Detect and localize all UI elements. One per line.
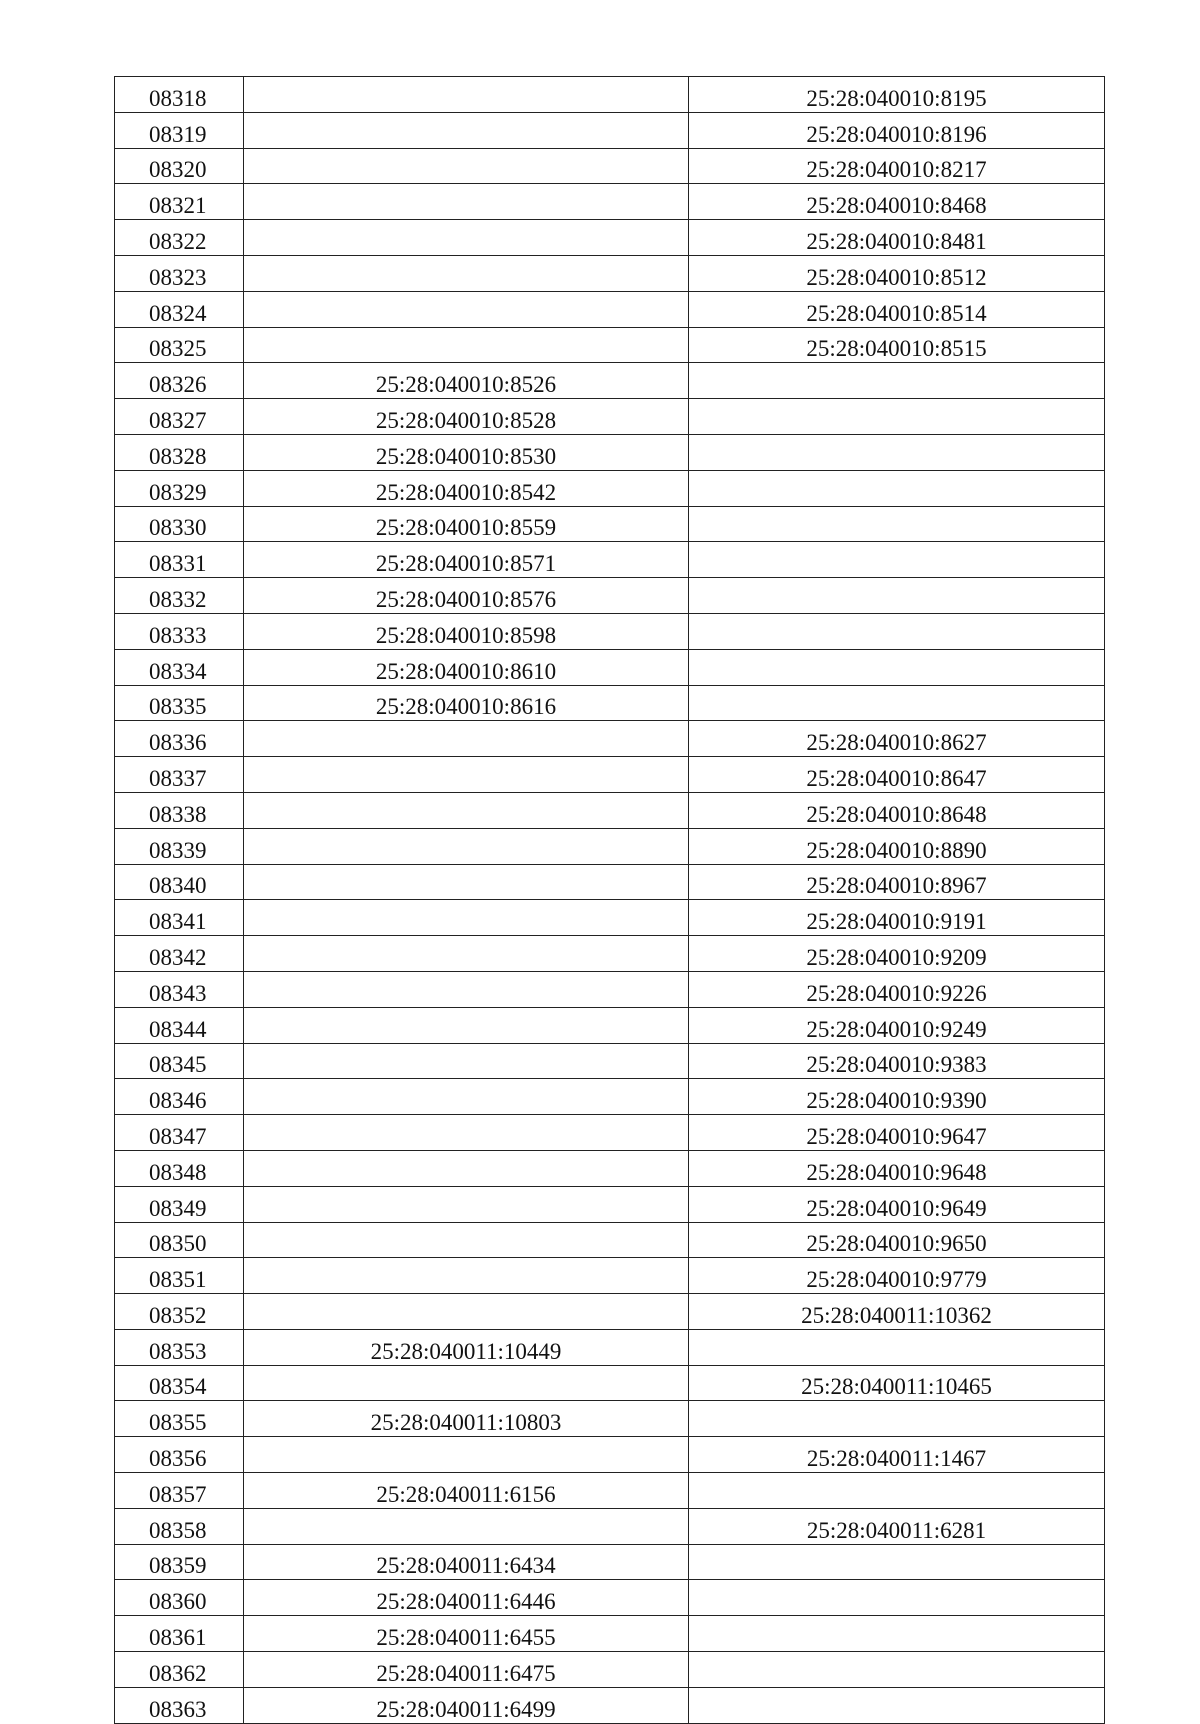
table-row <box>115 1186 1105 1222</box>
cadastral-number-cell-a <box>244 291 689 327</box>
cadastral-number-cell-b <box>689 613 1105 649</box>
row-number-cell: 08342 <box>115 936 244 972</box>
table-row <box>115 77 1105 113</box>
cadastral-number-cell-b <box>689 1616 1105 1652</box>
table-row <box>115 1437 1105 1473</box>
cadastral-number-cell-b: 25:28:040010:9249 <box>689 1007 1105 1043</box>
cadastral-number-cell-b: 25:28:040010:9226 <box>689 971 1105 1007</box>
cadastral-number-cell-b: 25:28:040010:8512 <box>689 255 1105 291</box>
cadastral-number-cell-a: 25:28:040011:6475 <box>244 1652 689 1688</box>
cadastral-number-cell-a <box>244 1115 689 1151</box>
table-row <box>115 1544 1105 1580</box>
row-number-cell: 08322 <box>115 220 244 256</box>
cadastral-number-cell-a <box>244 864 689 900</box>
row-number-cell: 08335 <box>115 685 244 721</box>
table-row <box>115 1222 1105 1258</box>
row-number-cell: 08350 <box>115 1222 244 1258</box>
cadastral-number-cell-b <box>689 1544 1105 1580</box>
cadastral-number-cell-a <box>244 1258 689 1294</box>
row-number-cell: 08357 <box>115 1473 244 1509</box>
row-number-cell: 08349 <box>115 1186 244 1222</box>
cadastral-number-cell-b <box>689 1687 1105 1723</box>
table-row <box>115 542 1105 578</box>
cadastral-number-cell-a: 25:28:040010:8571 <box>244 542 689 578</box>
table-row <box>115 613 1105 649</box>
cadastral-number-cell-b <box>689 399 1105 435</box>
row-number-cell: 08331 <box>115 542 244 578</box>
cadastral-number-cell-b <box>689 363 1105 399</box>
table-row <box>115 721 1105 757</box>
cadastral-number-cell-a: 25:28:040011:10449 <box>244 1329 689 1365</box>
cadastral-number-cell-b: 25:28:040010:9390 <box>689 1079 1105 1115</box>
table-row <box>115 470 1105 506</box>
cadastral-number-cell-b <box>689 1580 1105 1616</box>
table-row <box>115 1329 1105 1365</box>
table-row <box>115 1150 1105 1186</box>
table-row <box>115 900 1105 936</box>
cadastral-number-cell-a <box>244 1043 689 1079</box>
cadastral-number-cell-a: 25:28:040010:8559 <box>244 506 689 542</box>
table-row <box>115 1508 1105 1544</box>
cadastral-number-cell-a <box>244 1222 689 1258</box>
cadastral-number-cell-b: 25:28:040010:8647 <box>689 757 1105 793</box>
table-row <box>115 971 1105 1007</box>
cadastral-number-cell-b: 25:28:040010:8195 <box>689 77 1105 113</box>
cadastral-number-cell-b: 25:28:040011:1467 <box>689 1437 1105 1473</box>
table-row <box>115 1294 1105 1330</box>
cadastral-number-cell-b: 25:28:040010:9649 <box>689 1186 1105 1222</box>
cadastral-number-cell-a: 25:28:040010:8616 <box>244 685 689 721</box>
cadastral-number-cell-b: 25:28:040010:8217 <box>689 148 1105 184</box>
row-number-cell: 08330 <box>115 506 244 542</box>
cadastral-number-cell-b: 25:28:040010:8514 <box>689 291 1105 327</box>
cadastral-number-cell-a: 25:28:040010:8576 <box>244 578 689 614</box>
row-number-cell: 08324 <box>115 291 244 327</box>
row-number-cell: 08344 <box>115 1007 244 1043</box>
cadastral-number-cell-a <box>244 184 689 220</box>
row-number-cell: 08355 <box>115 1401 244 1437</box>
cadastral-number-cell-a <box>244 1365 689 1401</box>
table-body <box>115 77 1105 1724</box>
cadastral-number-cell-b <box>689 434 1105 470</box>
table-row <box>115 1580 1105 1616</box>
cadastral-number-cell-b: 25:28:040010:9647 <box>689 1115 1105 1151</box>
cadastral-number-cell-b <box>689 1473 1105 1509</box>
cadastral-number-cell-a <box>244 828 689 864</box>
row-number-cell: 08351 <box>115 1258 244 1294</box>
table-row <box>115 434 1105 470</box>
cadastral-number-cell-a: 25:28:040010:8528 <box>244 399 689 435</box>
cadastral-number-cell-b: 25:28:040011:6281 <box>689 1508 1105 1544</box>
cadastral-number-cell-b <box>689 1652 1105 1688</box>
cadastral-number-cell-b <box>689 542 1105 578</box>
cadastral-number-cell-a <box>244 1150 689 1186</box>
table-row <box>115 1401 1105 1437</box>
table-row <box>115 399 1105 435</box>
cadastral-number-cell-b: 25:28:040010:9191 <box>689 900 1105 936</box>
row-number-cell: 08327 <box>115 399 244 435</box>
cadastral-number-cell-b <box>689 1401 1105 1437</box>
table-row <box>115 1652 1105 1688</box>
table-row <box>115 1115 1105 1151</box>
cadastral-number-cell-b: 25:28:040010:8515 <box>689 327 1105 363</box>
row-number-cell: 08360 <box>115 1580 244 1616</box>
row-number-cell: 08358 <box>115 1508 244 1544</box>
cadastral-number-cell-b: 25:28:040010:8627 <box>689 721 1105 757</box>
cadastral-number-cell-a: 25:28:040010:8610 <box>244 649 689 685</box>
table-row <box>115 112 1105 148</box>
row-number-cell: 08333 <box>115 613 244 649</box>
table-row <box>115 327 1105 363</box>
cadastral-number-cell-b: 25:28:040010:8890 <box>689 828 1105 864</box>
cadastral-number-cell-b <box>689 685 1105 721</box>
cadastral-number-cell-a <box>244 1508 689 1544</box>
cadastral-number-cell-a <box>244 1437 689 1473</box>
cadastral-number-cell-a: 25:28:040011:6455 <box>244 1616 689 1652</box>
cadastral-number-cell-b: 25:28:040010:8648 <box>689 792 1105 828</box>
row-number-cell: 08318 <box>115 77 244 113</box>
cadastral-number-cell-b <box>689 578 1105 614</box>
cadastral-number-cell-a <box>244 1294 689 1330</box>
row-number-cell: 08336 <box>115 721 244 757</box>
cadastral-number-cell-a <box>244 77 689 113</box>
table-row <box>115 506 1105 542</box>
cadastral-number-cell-a <box>244 220 689 256</box>
row-number-cell: 08363 <box>115 1687 244 1723</box>
table-row <box>115 685 1105 721</box>
table-row <box>115 220 1105 256</box>
row-number-cell: 08320 <box>115 148 244 184</box>
table-row <box>115 1687 1105 1723</box>
table-row <box>115 255 1105 291</box>
table-row <box>115 792 1105 828</box>
row-number-cell: 08325 <box>115 327 244 363</box>
cadastral-number-table <box>114 76 1105 1724</box>
table-row <box>115 1616 1105 1652</box>
cadastral-number-cell-a: 25:28:040011:6434 <box>244 1544 689 1580</box>
row-number-cell: 08361 <box>115 1616 244 1652</box>
table-row <box>115 148 1105 184</box>
row-number-cell: 08346 <box>115 1079 244 1115</box>
cadastral-number-cell-b: 25:28:040010:8481 <box>689 220 1105 256</box>
row-number-cell: 08340 <box>115 864 244 900</box>
table-row <box>115 828 1105 864</box>
row-number-cell: 08362 <box>115 1652 244 1688</box>
cadastral-number-cell-a <box>244 936 689 972</box>
row-number-cell: 08337 <box>115 757 244 793</box>
cadastral-number-cell-b <box>689 506 1105 542</box>
cadastral-number-cell-a <box>244 721 689 757</box>
row-number-cell: 08352 <box>115 1294 244 1330</box>
cadastral-number-cell-a: 25:28:040010:8526 <box>244 363 689 399</box>
table-row <box>115 936 1105 972</box>
cadastral-number-cell-a <box>244 1079 689 1115</box>
cadastral-number-cell-a: 25:28:040011:6156 <box>244 1473 689 1509</box>
cadastral-number-cell-a: 25:28:040010:8542 <box>244 470 689 506</box>
cadastral-number-cell-b: 25:28:040010:8196 <box>689 112 1105 148</box>
cadastral-number-cell-b: 25:28:040010:8468 <box>689 184 1105 220</box>
cadastral-number-cell-a <box>244 792 689 828</box>
cadastral-number-cell-a <box>244 148 689 184</box>
cadastral-number-cell-b: 25:28:040011:10362 <box>689 1294 1105 1330</box>
cadastral-number-cell-b: 25:28:040010:8967 <box>689 864 1105 900</box>
row-number-cell: 08356 <box>115 1437 244 1473</box>
table-row <box>115 184 1105 220</box>
cadastral-number-cell-a <box>244 112 689 148</box>
row-number-cell: 08339 <box>115 828 244 864</box>
table-row <box>115 649 1105 685</box>
table-row <box>115 1473 1105 1509</box>
table-row <box>115 1007 1105 1043</box>
row-number-cell: 08354 <box>115 1365 244 1401</box>
row-number-cell: 08323 <box>115 255 244 291</box>
row-number-cell: 08341 <box>115 900 244 936</box>
cadastral-number-cell-b <box>689 649 1105 685</box>
cadastral-number-cell-a <box>244 327 689 363</box>
table-row <box>115 757 1105 793</box>
cadastral-number-cell-b: 25:28:040011:10465 <box>689 1365 1105 1401</box>
cadastral-number-cell-a: 25:28:040010:8530 <box>244 434 689 470</box>
table-row <box>115 1258 1105 1294</box>
row-number-cell: 08321 <box>115 184 244 220</box>
cadastral-number-cell-b: 25:28:040010:9648 <box>689 1150 1105 1186</box>
cadastral-number-cell-a: 25:28:040011:10803 <box>244 1401 689 1437</box>
cadastral-number-cell-b: 25:28:040010:9209 <box>689 936 1105 972</box>
row-number-cell: 08353 <box>115 1329 244 1365</box>
table-row <box>115 578 1105 614</box>
row-number-cell: 08338 <box>115 792 244 828</box>
cadastral-number-cell-a <box>244 971 689 1007</box>
table-row <box>115 1079 1105 1115</box>
row-number-cell: 08328 <box>115 434 244 470</box>
row-number-cell: 08334 <box>115 649 244 685</box>
cadastral-number-cell-b: 25:28:040010:9383 <box>689 1043 1105 1079</box>
table-row <box>115 291 1105 327</box>
cadastral-number-cell-a <box>244 1007 689 1043</box>
cadastral-number-cell-a <box>244 900 689 936</box>
cadastral-number-cell-a: 25:28:040011:6499 <box>244 1687 689 1723</box>
cadastral-number-cell-a <box>244 255 689 291</box>
row-number-cell: 08332 <box>115 578 244 614</box>
cadastral-number-cell-a <box>244 757 689 793</box>
table-row <box>115 363 1105 399</box>
row-number-cell: 08359 <box>115 1544 244 1580</box>
table-row <box>115 1043 1105 1079</box>
cadastral-number-cell-a <box>244 1186 689 1222</box>
cadastral-number-cell-b <box>689 470 1105 506</box>
row-number-cell: 08343 <box>115 971 244 1007</box>
row-number-cell: 08348 <box>115 1150 244 1186</box>
row-number-cell: 08319 <box>115 112 244 148</box>
cadastral-number-cell-a: 25:28:040011:6446 <box>244 1580 689 1616</box>
cadastral-number-cell-a: 25:28:040010:8598 <box>244 613 689 649</box>
table-row <box>115 864 1105 900</box>
row-number-cell: 08329 <box>115 470 244 506</box>
row-number-cell: 08326 <box>115 363 244 399</box>
cadastral-number-cell-b: 25:28:040010:9779 <box>689 1258 1105 1294</box>
table-row <box>115 1365 1105 1401</box>
cadastral-number-cell-b: 25:28:040010:9650 <box>689 1222 1105 1258</box>
cadastral-number-cell-b <box>689 1329 1105 1365</box>
row-number-cell: 08347 <box>115 1115 244 1151</box>
row-number-cell: 08345 <box>115 1043 244 1079</box>
